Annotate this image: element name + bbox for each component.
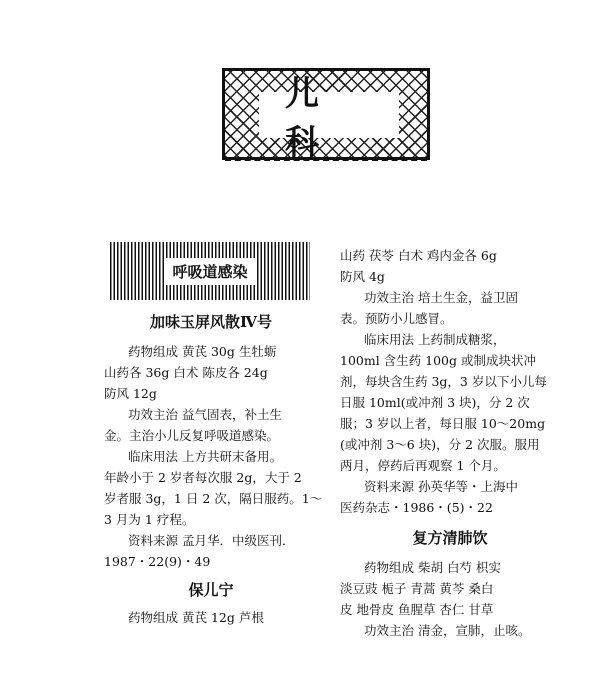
text-line: 皮 地骨皮 鱼腥草 杏仁 甘草 (340, 602, 494, 617)
text-line: 金。主治小儿反复呼吸道感染。 (104, 428, 280, 443)
recipe-title-1: 加味玉屏风散Ⅳ号 (149, 313, 273, 331)
text-line: 1987・22(9)・49 (104, 554, 211, 569)
text-line: 两月，停药后再观察 1 个月。 (340, 458, 506, 473)
text-line: 山药 茯苓 白术 鸡内金各 6g (340, 248, 497, 263)
text-line: 临床用法 上药制成糖浆， (364, 332, 506, 347)
text-line: 资料来源 孙英华等・上海中 (364, 479, 518, 494)
section-header (110, 242, 310, 300)
title-banner (222, 68, 430, 163)
banner-underline (225, 159, 427, 167)
text-line: 日服 10ml(或冲剂 3 块)，分 2 次 (340, 395, 530, 410)
text-line: 临床用法 上方共研末备用。 (128, 449, 282, 464)
text-line: 药物组成 黄芪 12g 芦根 (128, 610, 264, 625)
text-line: 剂，每块含生药 3g，3 岁以下小儿每 (340, 374, 547, 389)
text-line: 服；3 岁以上者，每日服 10～20mg (340, 416, 546, 431)
left-column (104, 312, 323, 628)
recipe-title-2: 保儿宁 (188, 581, 234, 599)
text-line: 功效主治 益气固表，补土生 (128, 407, 282, 422)
right-column (340, 245, 560, 641)
text-line: 岁者服 3g，1 日 2 次，隔日服药。1～ (104, 491, 323, 506)
text-line: 功效主治 清金，宣肺，止咳。 (364, 623, 531, 638)
text-line: 3 月为 1 疗程。 (104, 512, 195, 527)
text-line: 药物组成 黄芪 30g 生牡蛎 (128, 344, 277, 359)
text-line: 100ml 含生药 100g 或制成块状冲 (340, 353, 536, 368)
text-line: 表。预防小儿感冒。 (340, 311, 453, 326)
text-line: 防风 12g (104, 386, 157, 401)
page-title: 儿 科 (259, 92, 399, 138)
text-line: 药物组成 柴胡 白芍 枳实 (364, 560, 501, 575)
text-line: 淡豆豉 栀子 青蒿 黄芩 桑白 (340, 581, 494, 596)
text-line: 防风 4g (340, 269, 385, 284)
text-line: 资料来源 孟月华．中级医刊． (128, 533, 295, 548)
section-title: 呼吸道感染 (164, 258, 255, 285)
recipe-title-3: 复方清肺饮 (412, 529, 488, 547)
text-line: 山药各 36g 白术 陈皮各 24g (104, 365, 268, 380)
text-line: (或冲剂 3～6 块)，分 2 次服。服用 (340, 437, 540, 452)
text-line: 年龄小于 2 岁者每次服 2g，大于 2 (104, 470, 302, 485)
text-line: 功效主治 培土生金，益卫固 (364, 290, 518, 305)
text-line: 医药杂志・1986・(5)・22 (340, 500, 493, 515)
